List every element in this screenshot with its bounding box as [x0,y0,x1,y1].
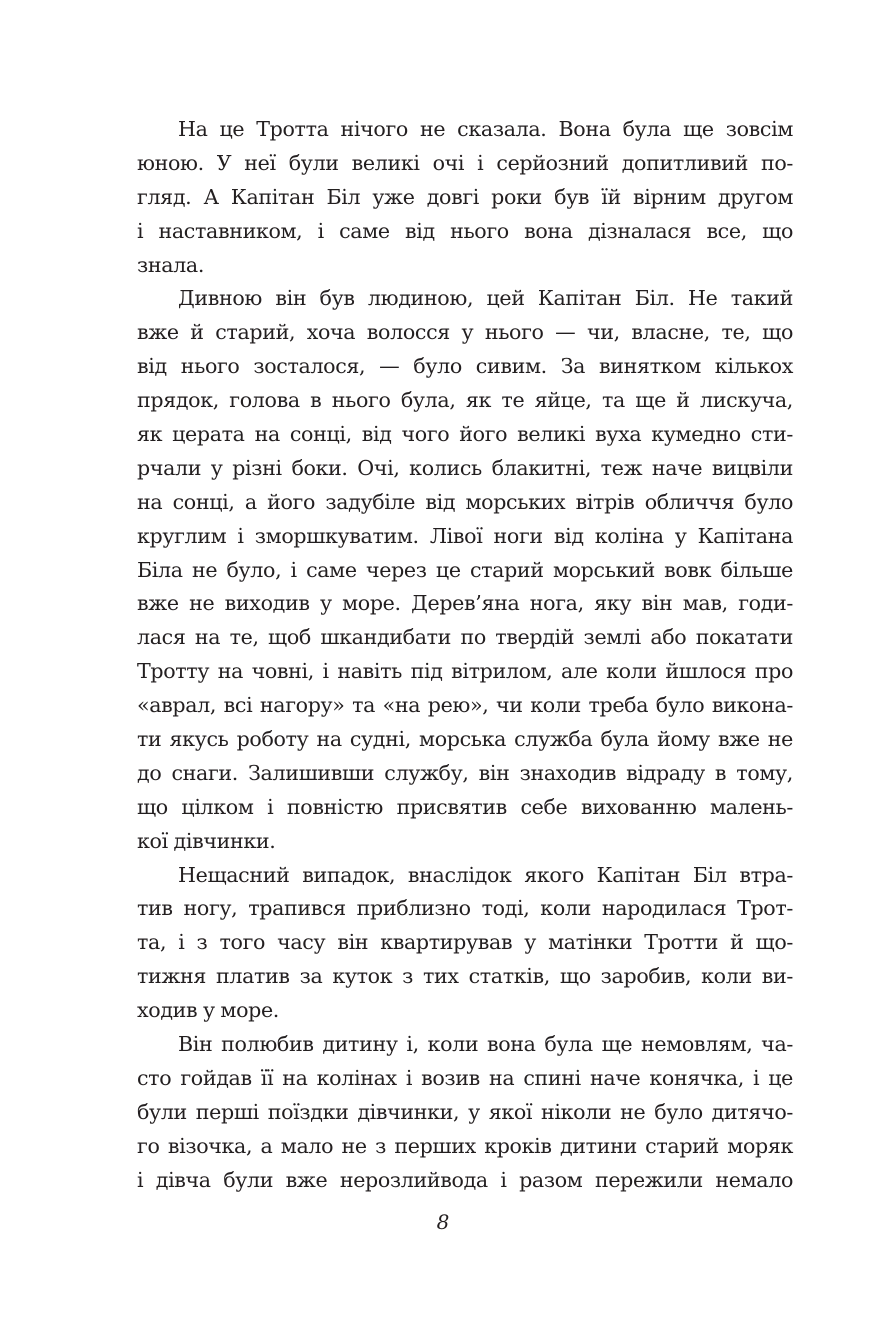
text-line: прядок, голова в нього була, як те яйце, та ще й лискуча, [137,388,793,413]
body-text [137,113,793,1198]
text-line: від нього зосталося, — було сивим. За винятком кількох [137,354,793,379]
text-line: вже не виходив у море. Дерев’яна нога, яку він мав, годи- [137,591,793,616]
text-line: рчали у різні боки. Очі, колись блакитні, теж наче вицвіли [137,455,793,480]
text-line: були перші поїздки дівчинки, у якої ніколи не було дитячо- [137,1099,793,1124]
text-line: го візочка, а мало не з перших кроків дитини старий моряк [137,1133,793,1158]
text-line: на сонці, а його задубіле від морських вітрів обличчя було [137,489,793,514]
text-line: «аврал, всі нагору» та «на рею», чи коли треба було викона- [137,693,793,718]
text-line: Біла не було, і саме через це старий морський вовк більше [137,557,793,582]
text-line: ходив у море. [137,998,280,1023]
text-line: вже й старий, хоча волосся у нього — чи, власне, те, що [137,320,793,345]
text-line: і наставником, і саме від нього вона дізналася все, що [137,218,793,243]
text-line: і дівча були вже нерозлийвода і разом пережили немало [137,1167,793,1192]
text-line: Нещасний випадок, внаслідок якого Капітан Біл втра- [178,862,793,887]
text-line: як церата на сонці, від чого його великі вуха кумедно сти- [137,422,793,447]
text-line: до снаги. Залишивши службу, він знаходив відраду в тому, [137,760,793,785]
text-line: Він полюбив дитину і, коли вона була ще немовлям, ча- [178,1032,793,1057]
text-line: ти якусь роботу на судні, морська служба була йому вже не [137,727,793,752]
text-line: тижня платив за куток з тих статків, що заробив, коли ви- [137,964,793,989]
text-line: лася на те, щоб шкандибати по твердій землі або покатати [137,625,793,650]
text-line: юною. У неї були великі очі і серйозний допитливий по- [137,150,793,175]
text-line: тив ногу, трапився приблизно тоді, коли народилася Трот- [137,896,793,921]
text-line: та, і з того часу він квартирував у матінки Тротти й що- [137,930,793,955]
text-line: круглим і зморшкуватим. Лівої ноги від коліна у Капітана [137,523,793,548]
text-line: На це Тротта нічого не сказала. Вона була ще зовсім [178,117,793,141]
text-line: Дивною він був людиною, цей Капітан Біл. Не такий [178,286,793,311]
text-line: що цілком і повністю присвятив себе вихованню малень- [137,794,793,819]
text-line: знала. [137,252,205,277]
text-line: сто гойдав її на колінах і возив на спині наче конячка, і це [137,1065,793,1090]
text-line: кої дівчинки. [137,828,276,853]
text-line: Тротту на човні, і навіть під вітрилом, але коли йшлося про [137,659,793,684]
page-number: 8 [436,1210,450,1234]
text-line: гляд. А Капітан Біл уже довгі роки був їй вірним другом [137,184,793,209]
